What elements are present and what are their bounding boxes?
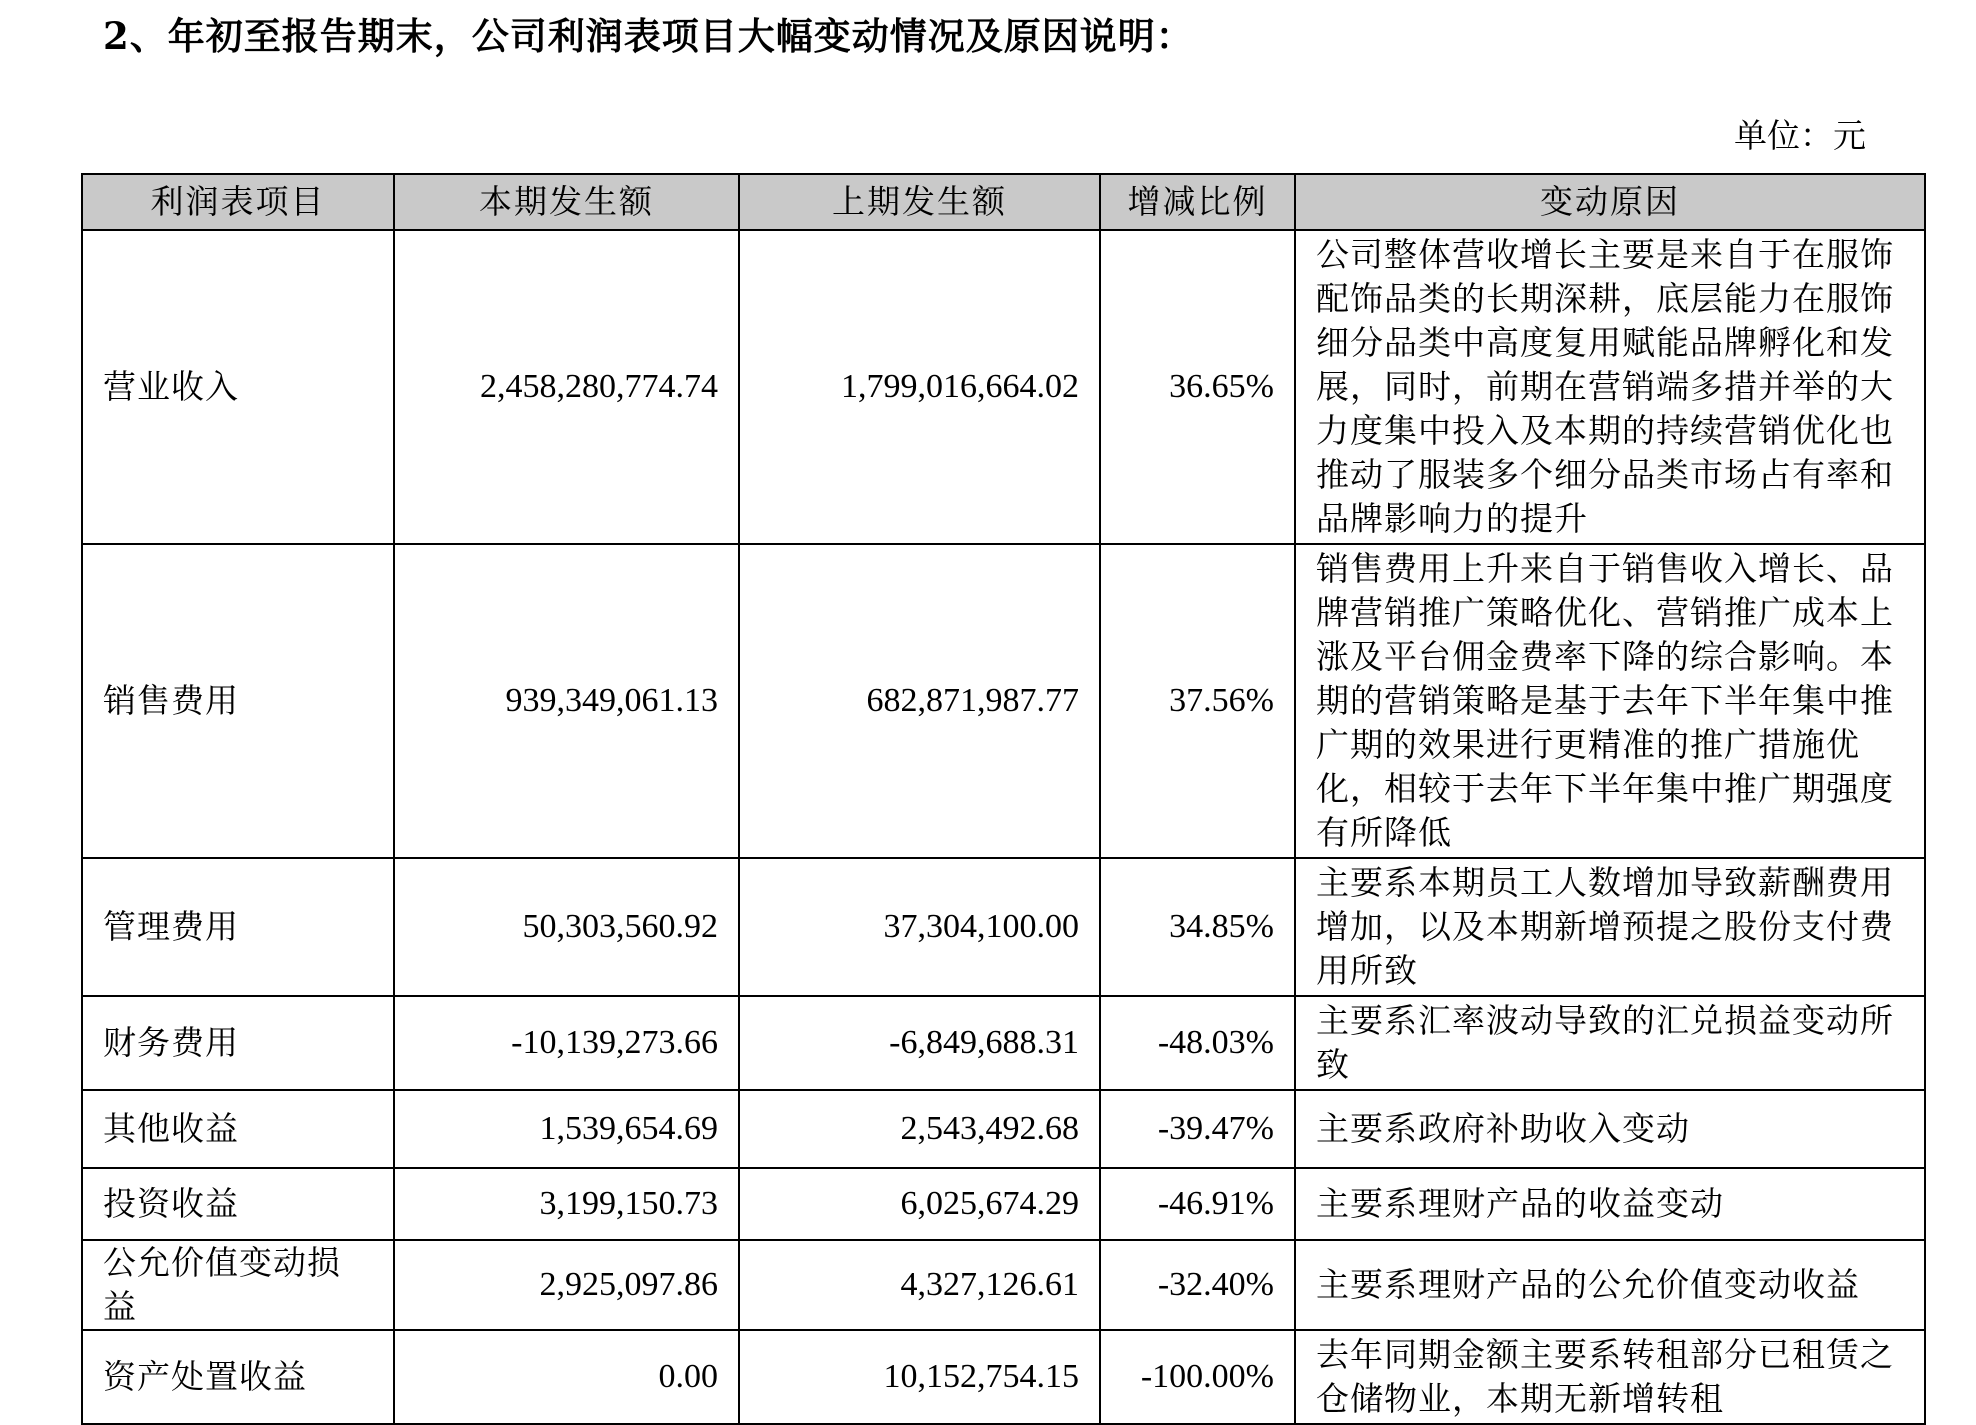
- row-reason: 公司整体营收增长主要是来自于在服饰配饰品类的长期深耕，底层能力在服饰细分品类中高度复用赋能品牌孵化和发展，同时，前期在营销端多措并举的大力度集中投入及本期的持续营销优化也推动了服装多个细分品类市场占有率和品牌影响力的提升: [1295, 230, 1925, 544]
- row-previous: 2,543,492.68: [739, 1090, 1100, 1168]
- row-item: 投资收益: [82, 1168, 394, 1240]
- row-current: 2,925,097.86: [394, 1240, 739, 1330]
- row-change: -46.91%: [1100, 1168, 1295, 1240]
- row-change: -39.47%: [1100, 1090, 1295, 1168]
- header-reason: 变动原因: [1295, 174, 1925, 230]
- row-reason: 主要系本期员工人数增加导致薪酬费用增加，以及本期新增预提之股份支付费用所致: [1295, 858, 1925, 996]
- income-statement-changes-table: [81, 173, 1926, 1425]
- row-current: 2,458,280,774.74: [394, 230, 739, 544]
- row-current: 939,349,061.13: [394, 544, 739, 858]
- row-change: -48.03%: [1100, 996, 1295, 1090]
- row-item: 资产处置收益: [82, 1330, 394, 1424]
- row-current: 3,199,150.73: [394, 1168, 739, 1240]
- row-change: 36.65%: [1100, 230, 1295, 544]
- row-reason: 主要系汇率波动导致的汇兑损益变动所致: [1295, 996, 1925, 1090]
- row-reason: 主要系理财产品的公允价值变动收益: [1295, 1240, 1925, 1330]
- header-previous-period: 上期发生额: [739, 174, 1100, 230]
- row-previous: -6,849,688.31: [739, 996, 1100, 1090]
- row-current: 1,539,654.69: [394, 1090, 739, 1168]
- row-previous: 10,152,754.15: [739, 1330, 1100, 1424]
- row-current: -10,139,273.66: [394, 996, 739, 1090]
- header-change-ratio: 增减比例: [1100, 174, 1295, 230]
- table-row: [82, 996, 1925, 1090]
- row-current: 0.00: [394, 1330, 739, 1424]
- table-header-row: [82, 174, 1925, 230]
- row-change: -100.00%: [1100, 1330, 1295, 1424]
- row-current: 50,303,560.92: [394, 858, 739, 996]
- table-row: [82, 858, 1925, 996]
- row-reason: 销售费用上升来自于销售收入增长、品牌营销推广策略优化、营销推广成本上涨及平台佣金费率下降的综合影响。本期的营销策略是基于去年下半年集中推广期的效果进行更精准的推广措施优化，相较于去年下半年集中推广期强度有所降低: [1295, 544, 1925, 858]
- header-current-period: 本期发生额: [394, 174, 739, 230]
- table-row: [82, 1168, 1925, 1240]
- table-row: [82, 230, 1925, 544]
- row-previous: 682,871,987.77: [739, 544, 1100, 858]
- table-row: [82, 544, 1925, 858]
- row-reason: 主要系理财产品的收益变动: [1295, 1168, 1925, 1240]
- table-row: [82, 1240, 1925, 1330]
- row-previous: 4,327,126.61: [739, 1240, 1100, 1330]
- table-row: [82, 1090, 1925, 1168]
- row-previous: 6,025,674.29: [739, 1168, 1100, 1240]
- row-reason: 去年同期金额主要系转租部分已租赁之仓储物业，本期无新增转租: [1295, 1330, 1925, 1424]
- row-item: 销售费用: [82, 544, 394, 858]
- header-item: 利润表项目: [82, 174, 394, 230]
- row-item: 其他收益: [82, 1090, 394, 1168]
- row-item: 营业收入: [82, 230, 394, 544]
- row-item: 财务费用: [82, 996, 394, 1090]
- section-heading: 2、年初至报告期末，公司利润表项目大幅变动情况及原因说明：: [103, 14, 1194, 58]
- row-change: 37.56%: [1100, 544, 1295, 858]
- row-previous: 1,799,016,664.02: [739, 230, 1100, 544]
- unit-label: 单位：元: [1734, 116, 1866, 155]
- row-item: 管理费用: [82, 858, 394, 996]
- row-previous: 37,304,100.00: [739, 858, 1100, 996]
- row-reason: 主要系政府补助收入变动: [1295, 1090, 1925, 1168]
- row-item: 公允价值变动损益: [82, 1240, 394, 1330]
- table-row: [82, 1330, 1925, 1424]
- row-change: 34.85%: [1100, 858, 1295, 996]
- row-change: -32.40%: [1100, 1240, 1295, 1330]
